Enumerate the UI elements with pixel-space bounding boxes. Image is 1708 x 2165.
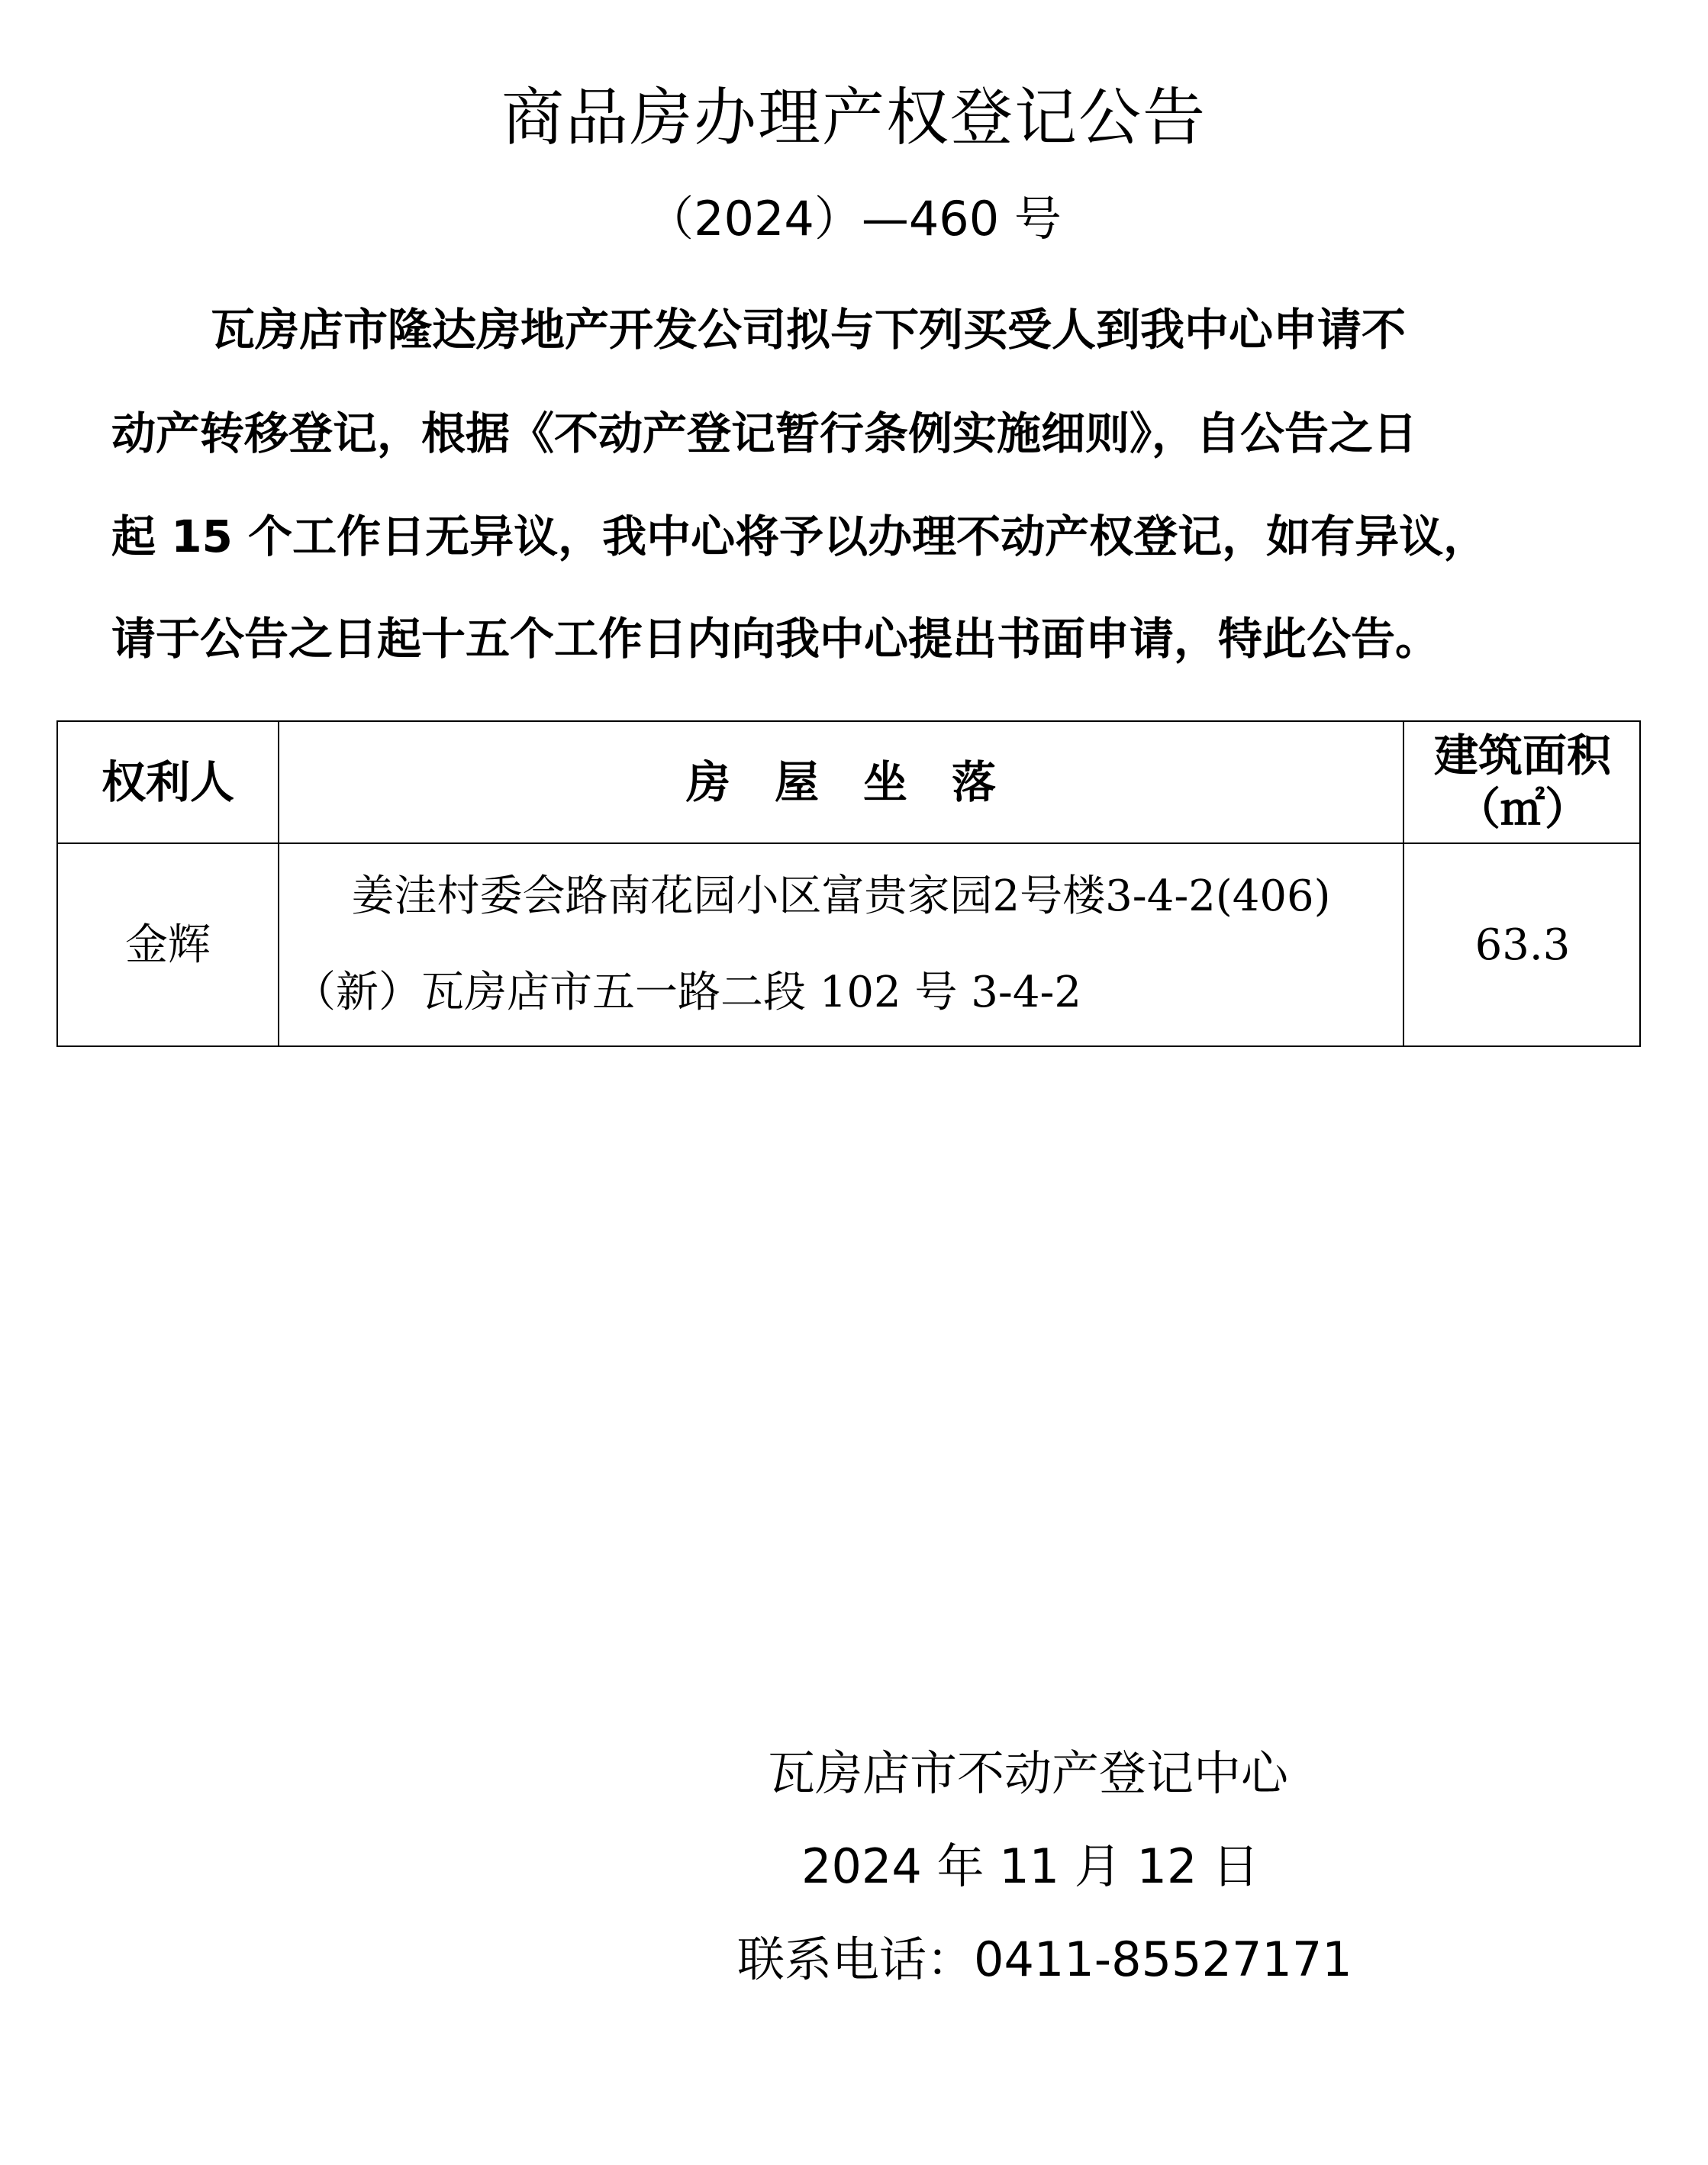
notice-paragraph-line-1: 瓦房店市隆达房地产开发公司拟与下列买受人到我中心申请不 — [211, 304, 1407, 356]
header-area-unit: （㎡） — [1455, 783, 1589, 835]
header-location: 房 屋 坐 落 — [685, 756, 996, 808]
notice-title: 商品房办理产权登记公告 — [501, 82, 1207, 154]
location-line-2: （新）瓦房店市五一路二段 102 号 3-4-2 — [293, 968, 1082, 1017]
location-line-1: 姜洼村委会路南花园小区富贵家园2号楼3-4-2(406) — [351, 871, 1331, 921]
contact-phone: 联系电话：0411-85527171 — [737, 1931, 1352, 1987]
cell-owner: 金辉 — [125, 920, 211, 970]
notice-paragraph-line-4: 请于公告之日起十五个工作日内向我中心提出书面申请，特此公告。 — [111, 613, 1440, 665]
issue-date: 2024 年 11 月 12 日 — [801, 1838, 1260, 1894]
notice-paragraph-line-3: 起 15 个工作日无异议，我中心将予以办理不动产权登记，如有异议， — [111, 511, 1488, 562]
header-area-label: 建筑面积 — [1433, 730, 1611, 781]
cell-area: 63.3 — [1474, 920, 1571, 970]
cell-location — [279, 842, 1403, 1047]
registration-table — [56, 720, 1641, 1047]
issuing-organization: 瓦房店市不动产登记中心 — [768, 1745, 1289, 1801]
document-number: （2024）—460 号 — [646, 191, 1062, 246]
header-owner: 权利人 — [101, 756, 234, 808]
notice-paragraph-line-2: 动产转移登记，根据《不动产登记暂行条例实施细则》，自公告之日 — [111, 408, 1418, 459]
header-area — [1404, 722, 1641, 842]
